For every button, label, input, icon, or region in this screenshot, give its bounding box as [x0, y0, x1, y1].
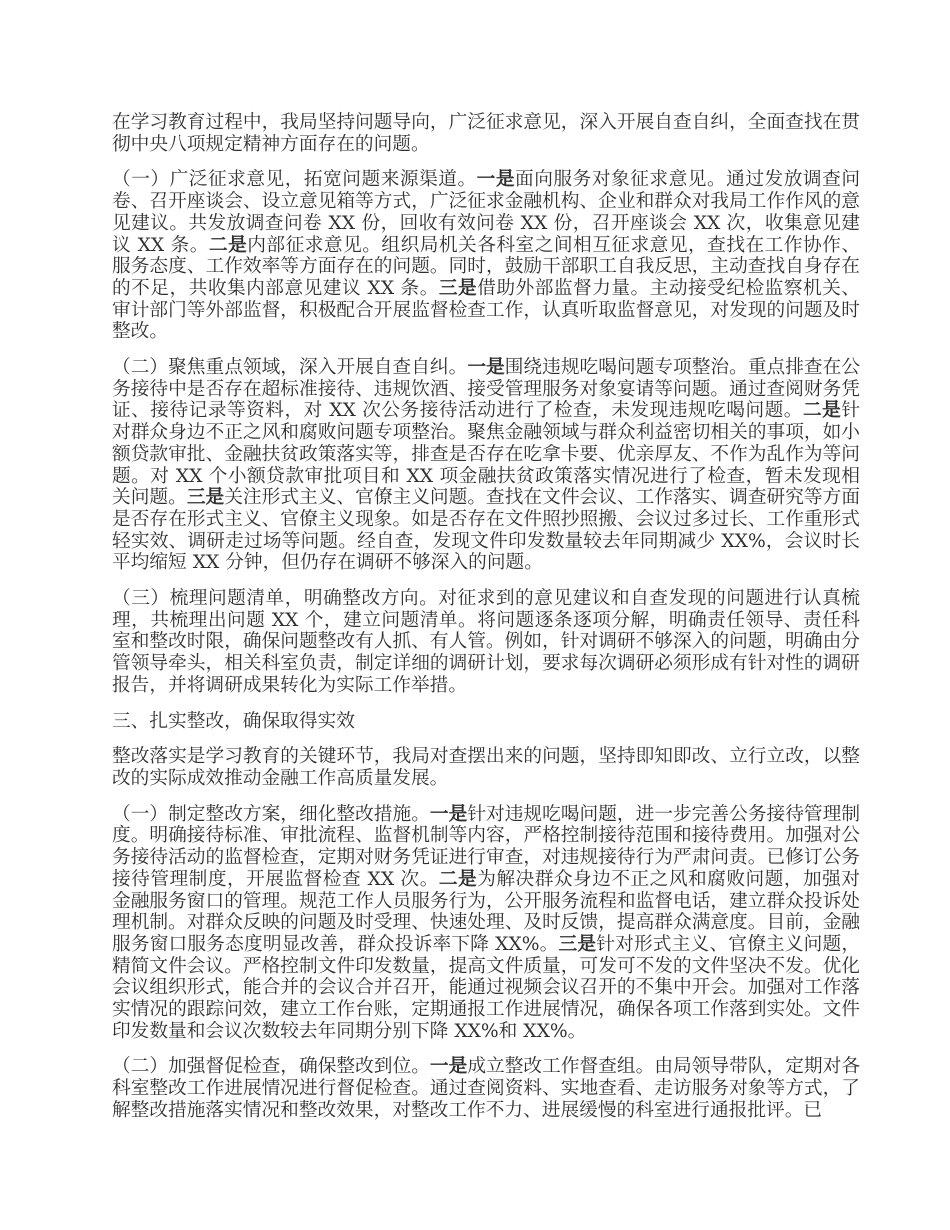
section-heading: [112, 711, 860, 733]
paragraph: [112, 746, 860, 789]
text-run: 为解决群众身边不正之风和腐败问题，加强对金融服务窗口的管理。规范工作人员服务行为，公开服务流程和监督电话，建立群众投诉处理机制。对群众反映的问题及时受理、快速处理、及时反馈，提高群众满意度。目前，金融服务窗口服务态度明显改善，群众投诉率下降 XX%。: [112, 868, 860, 955]
text-run: 整改落实是学习教育的关键环节，我局对查摆出来的问题，坚持即知即改、立行立改，以整改的实际成效推动金融工作高质量发展。: [112, 746, 860, 789]
text-run: （一）制定整改方案，细化整改措施。: [112, 803, 430, 825]
text-run: 三、扎实整改，确保取得实效: [112, 710, 355, 732]
text-run: 针对形式主义、官僚主义问题，精简文件会议。严格控制文件印发数量，提高文件质量，可发可不发的文件坚决不发。优化会议组织形式，能合并的会议合并召开，能通过视频会议召开的不集中开会。加强对工作落实情况的跟踪问效，建立工作台账，定期通报工作进展情况，确保各项工作落到实处。文件印发数量和会议次数较去年同期分别下降 XX%和 XX%。: [112, 933, 861, 1042]
bold-text-run: 二是: [438, 867, 478, 890]
paragraph: [112, 169, 860, 343]
bold-text-run: 三是: [186, 486, 225, 509]
text-run: （二）聚焦重点领域，深入开展自查自纠。: [112, 357, 468, 379]
bold-text-run: 一是: [429, 802, 468, 825]
text-run: 内部征求意见。组织局机关各科室之间相互征求意见，查找在工作协作、服务态度、工作效率等方面存在的问题。同时，鼓励干部职工自我反思，主动查找自身存在的不足，共收集内部意见建议 XX 条。: [112, 234, 861, 299]
text-run: 面向服务对象征求意见。通过发放调查问卷、召开座谈会、设立意见箱等方式，广泛征求金融机构、企业和群众对我局工作作风的意见建议。共发放调查问卷 XX 份，回收有效问卷 XX 份，召开座谈会 XX 次，收集意见建议 XX 条。: [112, 169, 861, 256]
bold-text-run: 二是: [208, 233, 248, 256]
bold-text-run: 一是: [476, 168, 516, 191]
text-run: 围绕违规吃喝问题专项整治。重点排查在公务接待中是否存在超标准接待、违规饮酒、接受管理服务对象宴请等问题。通过查阅财务凭证、接待记录等资料，对 XX 次公务接待活动进行了检查，未发现违规吃喝问题。: [112, 357, 861, 422]
bold-text-run: 三是: [438, 276, 478, 299]
paragraph: [112, 112, 860, 155]
bold-text-run: 一是: [429, 1055, 468, 1078]
paragraph: [112, 804, 860, 1043]
text-run: 借助外部监督力量。主动接受纪检监察机关、审计部门等外部监督，积极配合开展监督检查工作，认真听取监督意见，对发现的问题及时整改。: [112, 277, 860, 343]
bold-text-run: 一是: [467, 356, 505, 379]
text-run: （一）广泛征求意见，拓宽问题来源渠道。: [112, 169, 477, 191]
text-run: （二）加强督促检查，确保整改到位。: [112, 1056, 430, 1078]
text-run: 成立整改工作督查组。由局领导带队，定期对各科室整改工作进展情况进行督促检查。通过查阅资料、实地查看、走访服务对象等方式，了解整改措施落实情况和整改效果，对整改工作不力、进展缓慢的科室进行通报批评。已: [112, 1056, 861, 1121]
text-run: （三）梳理问题清单，明确整改方向。对征求到的意见建议和自查发现的问题进行认真梳理，共梳理出问题 XX 个，建立问题清单。将问题逐条逐项分解，明确责任领导、责任科室和整改时限，确保问题整改有人抓、有人管。例如，针对调研不够深入的问题，明确由分管领导牵头，相关科室负责，制定详细的调研计划，要求每次调研必须形成有针对性的调研报告，并将调研成果转化为实际工作举措。: [112, 588, 860, 696]
text-run: 针对违规吃喝问题，进一步完善公务接待管理制度。明确接待标准、审批流程、监督机制等内容，严格控制接待范围和接待费用。加强对公务接待活动的监督检查，定期对财务凭证进行审查，对违规接待行为严肃问责。已修订公务接待管理制度，开展监督检查 XX 次。: [112, 803, 861, 890]
text-run: 在学习教育过程中，我局坚持问题导向，广泛征求意见，深入开展自查自纠，全面查找在贯彻中央八项规定精神方面存在的问题。: [112, 112, 860, 155]
paragraph: [112, 357, 860, 574]
document-body: [112, 112, 860, 1122]
text-run: 关注形式主义、官僚主义问题。查找在文件会议、工作落实、调查研究等方面是否存在形式主义、官僚主义现象。如是否存在文件照抄照搬、会议过多过长、工作重形式轻实效、调研走过场等问题。经自查，发现文件印发数量较去年同期减少 XX%，会议时长平均缩短 XX 分钟，但仍存在调研不够深入的问题。: [112, 487, 861, 574]
paragraph: [112, 588, 860, 697]
bold-text-run: 三是: [558, 932, 597, 955]
paragraph: [112, 1056, 860, 1121]
bold-text-run: 二是: [802, 399, 842, 422]
text-run: 针对群众身边不正之风和腐败问题专项整治。聚焦金融领域与群众利益密切相关的事项，如小额贷款审批、金融扶贫政策落实等，排查是否存在吃拿卡要、优亲厚友、不作为乱作为等问题。对 XX 个小额贷款审批项目和 XX 项金融扶贫政策落实情况进行了检查，暂未发现相关问题。: [112, 400, 860, 509]
